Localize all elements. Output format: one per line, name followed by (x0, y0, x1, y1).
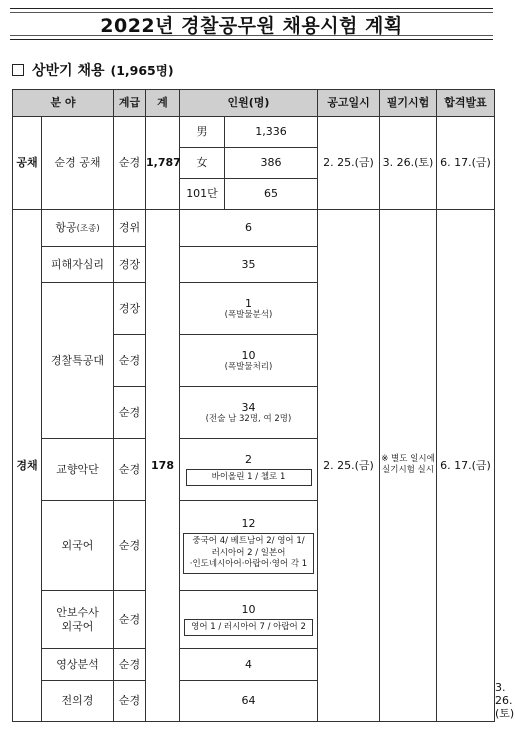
sub-count: 1,336 (225, 117, 318, 148)
total-cell: 1,787 (146, 117, 180, 210)
rank-cell: 순경 (114, 649, 146, 681)
count-value: 10 (241, 602, 256, 616)
group-public: 공채 (13, 117, 42, 210)
rank-cell: 순경 (114, 117, 146, 210)
total-cell: 178 (146, 210, 180, 722)
count-cell (180, 591, 318, 649)
detail-line: 러시아어 2 / 일본어 (211, 547, 286, 558)
table-row (13, 117, 495, 148)
count-value: 12 (241, 517, 256, 531)
rank-cell: 순경 (114, 501, 146, 591)
section-label: 상반기 채용 (32, 63, 105, 79)
detail-line: 중국어 4/ 베트남어 2/ 영어 1/ (192, 536, 305, 547)
header-field: 분 야 (13, 90, 114, 117)
detail-box: 영어 1 / 러시아어 7 / 아랍어 2 (184, 619, 313, 636)
count-cell (180, 283, 318, 335)
count-cell (180, 387, 318, 439)
recruitment-table (12, 89, 515, 722)
checkbox-icon (12, 64, 24, 76)
count-value: 2 (245, 452, 252, 466)
field-cell: 순경 공채 (42, 117, 114, 210)
header-written: 필기시험 (380, 90, 437, 117)
field-sub: (조종) (76, 224, 100, 235)
rank-cell: 경장 (114, 247, 146, 283)
rank-cell: 순경 (114, 335, 146, 387)
written-date: 3. 26.(토) (380, 117, 437, 210)
count-cell: 4 (180, 649, 318, 681)
count-cell (180, 335, 318, 387)
field-cell: 교향악단 (42, 439, 114, 501)
detail-line: ·인도네시아어·아랍어·영어 각 1 (189, 559, 308, 570)
title-box (10, 8, 493, 40)
field-cell: 피해자심리 (42, 247, 114, 283)
count-cell: 64 (180, 681, 318, 722)
rank-cell: 경위 (114, 210, 146, 247)
section-heading (12, 60, 174, 80)
count-note: (전술 남 32명, 여 2명) (205, 414, 292, 424)
field-cell (42, 591, 114, 649)
count-cell (180, 439, 318, 501)
sub-count: 386 (225, 148, 318, 179)
header-personnel: 인원(명) (180, 90, 318, 117)
section-count: (1,965명) (110, 63, 174, 78)
header-notice: 공고일시 (318, 90, 380, 117)
header-row (13, 90, 495, 117)
field-cell: 전의경 (42, 681, 114, 722)
page-title: 2022년 경찰공무원 채용시험 계획 (100, 14, 403, 37)
count-note: (폭발물처리) (224, 362, 273, 372)
header-total: 계 (146, 90, 180, 117)
table-row (13, 210, 495, 247)
sub-label: 101단 (180, 179, 225, 210)
field-cell: 경찰특공대 (42, 283, 114, 439)
field-line: 안보수사 (56, 606, 99, 620)
result-date: 6. 17.(금) (437, 117, 495, 210)
count-cell (180, 501, 318, 591)
field-cell: 외국어 (42, 501, 114, 591)
sub-label: 男 (180, 117, 225, 148)
rank-cell: 순경 (114, 439, 146, 501)
count-note: (폭발물분석) (224, 310, 273, 320)
rank-cell: 순경 (114, 681, 146, 722)
count-value: 34 (241, 400, 256, 414)
notice-date: 2. 25.(금) (318, 117, 380, 210)
group-career: 경채 (13, 210, 42, 722)
count-value: 10 (241, 348, 256, 362)
count-cell: 35 (180, 247, 318, 283)
sub-label: 女 (180, 148, 225, 179)
header-result: 합격발표 (437, 90, 495, 117)
field-label: 항공 (55, 221, 77, 235)
result-date: 6. 17.(금) (437, 210, 495, 722)
header-rank: 계급 (114, 90, 146, 117)
field-cell: 영상분석 (42, 649, 114, 681)
notice-date: 2. 25.(금) (318, 210, 380, 722)
field-cell (42, 210, 114, 247)
sub-count: 65 (225, 179, 318, 210)
rank-cell: 경장 (114, 283, 146, 335)
field-line: 외국어 (61, 619, 94, 633)
detail-box (183, 533, 314, 573)
count-cell: 6 (180, 210, 318, 247)
rank-cell: 순경 (114, 387, 146, 439)
count-value: 1 (245, 296, 252, 310)
rank-cell: 순경 (114, 591, 146, 649)
written-note: ※ 별도 일시에 실기시험 실시 (380, 210, 437, 722)
table-row: 전의경 순경 64 3. 26.(토) (13, 681, 495, 722)
detail-box: 바이올린 1 / 첼로 1 (186, 469, 312, 486)
